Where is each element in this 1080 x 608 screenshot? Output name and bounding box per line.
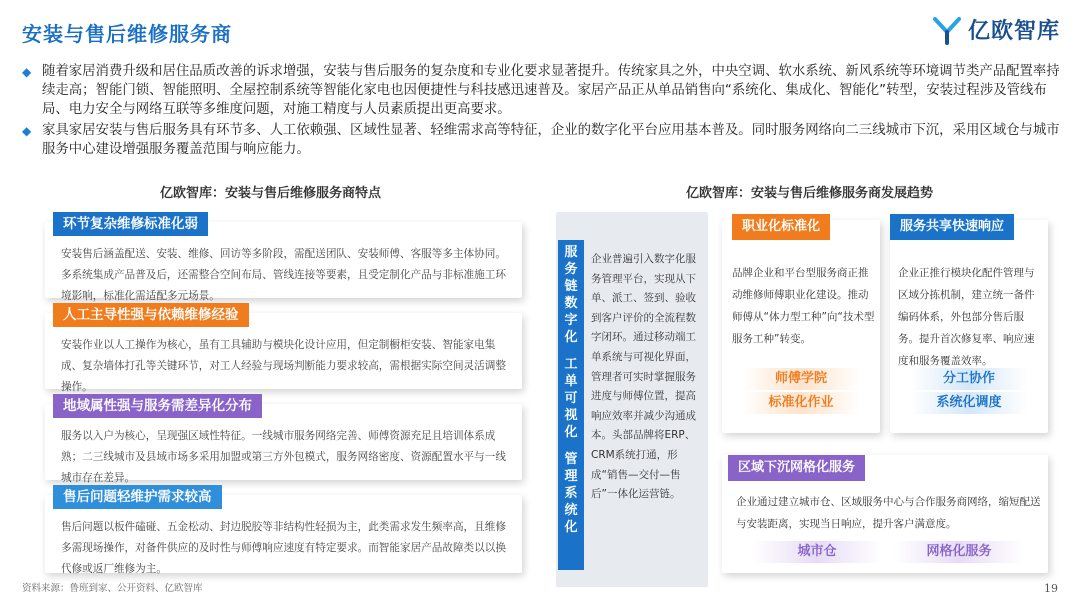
vertical-char: 统 <box>564 503 578 518</box>
professional-box <box>722 220 880 433</box>
sinking-body: 企业通过建立城市仓、区域服务中心与合作服务商网络，缩短配送与安装距离，实现当日响应，提升客户满意度。 <box>736 496 1041 530</box>
sharing-tag-2: 系统化调度 <box>910 392 1028 414</box>
vertical-label-3 <box>558 451 584 536</box>
feature-card-body: 售后问题以板件磕碰、五金松动、封边脱胶等非结构性轻损为主，此类需求发生频率高，且维修多需现场操作，对备件供应的及时性与师傅响应速度有特定要求。而智能家居产品故障类以以换代修或返厂维修为主。 <box>61 521 506 575</box>
feature-card-heading: 售后问题轻维护需求较高 <box>53 485 222 509</box>
diamond-bullet-icon: ◆ <box>22 65 32 79</box>
intro-bullet-text: 家具家居安装与售后服务具有环节多、人工依赖强、区域性显著、轻维需求高等特征，企业的数字化平台应用基本普及。同时服务网络向二三线城市下沉，采用区域仓与城市服务中心建设增强服务覆盖范围与响应能力。 <box>42 123 1060 157</box>
sharing-heading: 服务共享快速响应 <box>890 214 1014 240</box>
digitalization-vertical-label <box>558 240 584 570</box>
feature-card-1 <box>45 216 522 302</box>
vertical-char: 单 <box>564 374 578 389</box>
vertical-label-2 <box>558 356 584 441</box>
vertical-char: 服 <box>564 245 578 260</box>
sharing-body: 企业正推行模块化配件管理与区域分拣机制，建立统一备件编码体系，外包部分售后服务。提升首次修复率、响应速度和服务覆盖效率。 <box>898 267 1035 367</box>
sinking-box <box>722 455 1048 573</box>
page-number: 19 <box>1044 582 1058 595</box>
sinking-tag-2: 网格化服务 <box>894 541 1024 563</box>
left-panel-title: 亿欧智库：安装与售后维修服务商特点 <box>160 186 382 201</box>
professional-body: 品牌企业和平台型服务商正推动维修师傅职业化建设。推动师傅从“体力型工种”向“技术型服务工种”转变。 <box>732 267 875 345</box>
logo-text: 亿欧智库 <box>967 19 1060 44</box>
page-title: 安装与售后维修服务商 <box>22 22 232 46</box>
intro-bullet-text: 随着家居消费升级和居住品质改善的诉求增强，安装与售后服务的复杂度和专业化要求显著提升。传统家具之外，中央空调、软水系统、新风系统等环境调节类产品配置率持续走高；智能门锁、智能照明、全屋控制系统等智能化家电也因便捷性与科技感迅速普及。家居产品正从单品销售向“系统化、集成化、智能化”转型，安装过程涉及管线布局、电力安全与网络互联等多维度问题，对施工精度与人员素质提出更高要求。 <box>42 64 1060 117</box>
feature-card-body: 安装售后涵盖配送、安装、维修、回访等多阶段，需配送团队、安装师傅、客服等多主体协同。多系统集成产品普及后，还需整合空间布局、管线连接等要素，且受定制化产品与非标准施工环境影响，标准化需适配多元场景。 <box>61 248 506 302</box>
vertical-char: 化 <box>564 425 578 440</box>
vertical-label-1 <box>558 244 584 346</box>
intro-bullet <box>22 121 1062 159</box>
source-note: 资料来源：鲁班到家、公开资料、亿欧智库 <box>22 583 203 594</box>
vertical-char: 化 <box>564 330 578 345</box>
intro-bullet <box>22 62 1062 119</box>
feature-card-body: 服务以入户为核心，呈现强区域性特征。一线城市服务网络完善、师傅资源充足且培训体系成熟；二三线城市及县域市场多采用加盟或第三方外包模式，服务网络密度、资源配置水平与一线城市存在差异。 <box>61 430 506 484</box>
sinking-tag-1: 城市仓 <box>752 541 882 563</box>
brand-logo <box>932 14 1060 45</box>
vertical-char: 化 <box>564 520 578 535</box>
feature-card-4 <box>45 489 522 575</box>
vertical-char: 视 <box>564 408 578 423</box>
logo-mark-icon <box>932 15 962 45</box>
feature-card-heading: 地域属性强与服务需差异化分布 <box>53 394 262 418</box>
vertical-char: 系 <box>564 486 578 501</box>
professional-tag-1: 师傅学院 <box>742 368 860 390</box>
diamond-bullet-icon: ◆ <box>22 124 32 138</box>
intro-section <box>22 62 1062 161</box>
sinking-heading: 区域下沉网格化服务 <box>728 455 865 481</box>
professional-heading: 职业化标准化 <box>732 214 830 240</box>
vertical-char: 务 <box>564 262 578 277</box>
sharing-box <box>890 220 1048 433</box>
feature-card-heading: 人工主导性强与依赖维修经验 <box>53 303 249 327</box>
vertical-char: 可 <box>564 391 578 406</box>
vertical-char: 工 <box>564 357 578 372</box>
digitalization-text: 企业普遍引入数字化服务管理平台，实现从下单、派工、签到、验收到客户评价的全流程数字闭环。通过移动端工单系统与可视化界面，管理者可实时掌握服务进度与师傅位置，提高响应效率并减少沟通成本。头部品牌将ERP、CRM系统打通，形成“销售—交付—售后”一体化运营链。 <box>591 253 696 501</box>
vertical-char: 字 <box>564 313 578 328</box>
vertical-char: 理 <box>564 469 578 484</box>
feature-card-2 <box>45 307 522 393</box>
right-panel-title: 亿欧智库：安装与售后维修服务商发展趋势 <box>686 186 934 201</box>
vertical-char: 管 <box>564 452 578 467</box>
professional-tag-2: 标准化作业 <box>742 392 860 414</box>
feature-card-body: 安装作业以人工操作为核心，虽有工具辅助与模块化设计应用，但定制橱柜安装、智能家电集成、复杂墙体打孔等关键环节，对工人经验与现场判断能力要求较高，需根据实际空间灵活调整操作。 <box>61 339 506 393</box>
vertical-char: 链 <box>564 279 578 294</box>
vertical-char: 数 <box>564 296 578 311</box>
sharing-tag-1: 分工协作 <box>910 368 1028 390</box>
feature-card-heading: 环节复杂维修标准化弱 <box>53 212 208 236</box>
feature-card-3 <box>45 398 522 484</box>
